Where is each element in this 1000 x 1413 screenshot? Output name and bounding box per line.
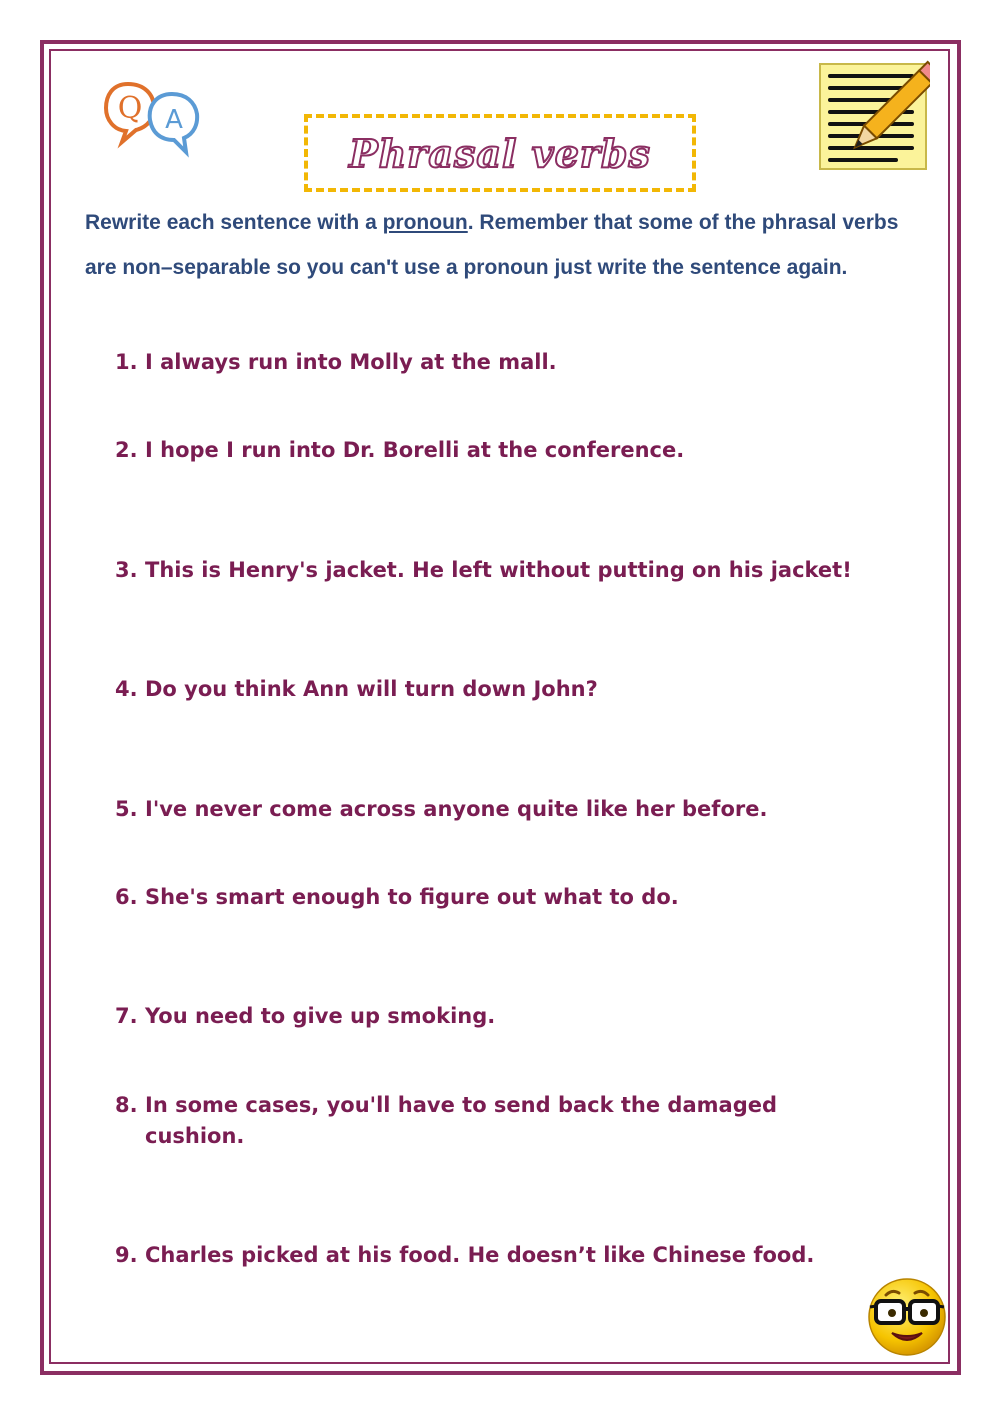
page-title: Phrasal verbs (349, 130, 651, 176)
qa-speech-bubbles-icon (100, 80, 205, 160)
question-item (115, 555, 875, 586)
instructions-before: Rewrite each sentence with a (85, 211, 383, 234)
question-text: Charles picked at his food. He doesn’t like Chinese food. (145, 1243, 815, 1267)
question-item (115, 347, 875, 378)
qa-a-letter: A (165, 105, 183, 135)
question-number: 8. (115, 1093, 138, 1117)
question-text: I always run into Molly at the mall. (145, 350, 557, 374)
question-text: In some cases, you'll have to send back the damaged cushion. (145, 1093, 777, 1148)
smiley-glasses-icon (866, 1273, 948, 1359)
question-item (115, 1240, 895, 1271)
question-item (115, 1090, 875, 1152)
question-text: This is Henry's jacket. He left without putting on his jacket! (145, 558, 852, 582)
question-text: Do you think Ann will turn down John? (145, 677, 598, 701)
instructions (85, 200, 905, 290)
question-number: 6. (115, 885, 138, 909)
question-item (115, 794, 875, 825)
question-number: 7. (115, 1004, 138, 1028)
question-number: 3. (115, 558, 138, 582)
instructions-underlined-word: pronoun (382, 211, 468, 234)
question-number: 4. (115, 677, 138, 701)
notepad-pencil-icon (816, 60, 930, 173)
question-item (115, 435, 875, 466)
qa-q-letter: Q (117, 91, 143, 126)
question-number: 1. (115, 350, 138, 374)
question-text: I've never come across anyone quite like her before. (145, 797, 768, 821)
question-item (115, 882, 875, 913)
question-number: 5. (115, 797, 138, 821)
question-text: She's smart enough to figure out what to do. (145, 885, 679, 909)
question-item (115, 674, 875, 705)
question-number: 2. (115, 438, 138, 462)
question-item (115, 1001, 875, 1032)
question-number: 9. (115, 1243, 138, 1267)
title-box (304, 114, 696, 192)
question-text: You need to give up smoking. (145, 1004, 496, 1028)
instructions-after: . Remember that some of the phrasal verbs are non–separable so you can't use a pronoun just write the sentence again. (85, 211, 899, 279)
question-text: I hope I run into Dr. Borelli at the conference. (145, 438, 685, 462)
